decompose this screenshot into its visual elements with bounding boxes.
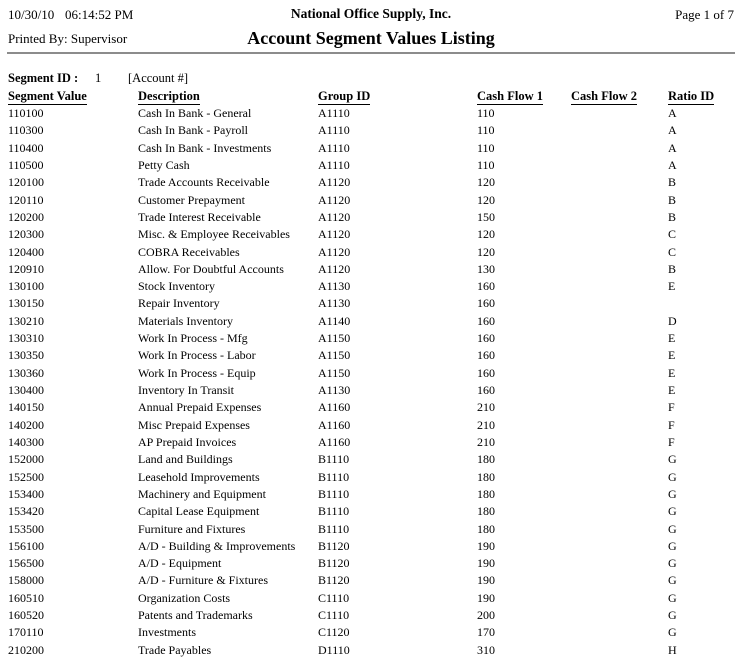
- cell-segment-value: 152500: [8, 469, 44, 484]
- cell-ratio-id: A: [668, 140, 677, 155]
- cell-segment-value: 210200: [8, 642, 44, 657]
- cell-group-id: C1120: [318, 625, 350, 640]
- cell-cash-flow-2: [571, 278, 668, 295]
- cell-cash-flow-2: [571, 295, 668, 312]
- cell-ratio-id: B: [668, 209, 677, 224]
- cell-description: Capital Lease Equipment: [138, 504, 260, 519]
- company-name: National Office Supply, Inc.: [290, 6, 452, 21]
- table-row: [8, 607, 738, 624]
- cell-description: Customer Prepayment: [138, 192, 245, 207]
- cell-description: A/D - Equipment: [138, 556, 222, 571]
- table-row: [8, 174, 738, 191]
- cell-description: Repair Inventory: [138, 296, 220, 311]
- cell-group-id: A1160: [318, 417, 351, 432]
- cell-cash-flow-1: 110: [477, 140, 495, 155]
- cell-description: Materials Inventory: [138, 313, 233, 328]
- cell-segment-value: 120200: [8, 209, 44, 224]
- cell-ratio-id: G: [668, 590, 677, 605]
- cell-description: Cash In Bank - General: [138, 106, 252, 120]
- cell-ratio-id: E: [668, 279, 676, 294]
- cell-cash-flow-2: [571, 105, 668, 122]
- cell-description: Furniture and Fixtures: [138, 521, 246, 536]
- segment-id-line: [8, 71, 189, 86]
- cell-cash-flow-2: [571, 382, 668, 399]
- cell-group-id: C1110: [318, 590, 350, 605]
- table-row: [8, 642, 738, 658]
- cell-description: A/D - Furniture & Fixtures: [138, 573, 268, 588]
- cell-group-id: B1110: [318, 521, 350, 536]
- printed-by: Printed By: Supervisor: [8, 31, 128, 46]
- table-row: [8, 209, 738, 226]
- cell-cash-flow-1: 120: [477, 227, 495, 242]
- cell-segment-value: 130100: [8, 279, 44, 294]
- cell-cash-flow-2: [571, 486, 668, 503]
- cell-ratio-id: G: [668, 469, 677, 484]
- table-row: [8, 469, 738, 486]
- cell-description: Cash In Bank - Payroll: [138, 123, 248, 138]
- cell-cash-flow-2: [571, 538, 668, 555]
- cell-cash-flow-1: 110: [477, 106, 495, 120]
- cell-description: AP Prepaid Invoices: [138, 434, 237, 449]
- cell-segment-value: 156500: [8, 556, 44, 571]
- cell-cash-flow-1: 110: [477, 157, 495, 172]
- cell-group-id: A1110: [318, 106, 350, 120]
- cell-cash-flow-2: [571, 521, 668, 538]
- table-row: [8, 157, 738, 174]
- cell-segment-value: 153420: [8, 504, 44, 519]
- cell-segment-value: 130350: [8, 348, 44, 363]
- cell-segment-value: 130150: [8, 296, 44, 311]
- cell-segment-value: 130360: [8, 365, 44, 380]
- cell-group-id: A1120: [318, 209, 351, 224]
- cell-cash-flow-1: 160: [477, 279, 495, 294]
- report-date: 10/30/10: [8, 7, 55, 22]
- cell-cash-flow-2: [571, 555, 668, 572]
- cell-cash-flow-2: [571, 624, 668, 641]
- cell-cash-flow-1: 110: [477, 123, 495, 138]
- table-row: [8, 434, 738, 451]
- table-row: [8, 590, 738, 607]
- cell-cash-flow-1: 120: [477, 244, 495, 259]
- cell-description: Land and Buildings: [138, 452, 233, 467]
- cell-cash-flow-2: [571, 140, 668, 157]
- cell-ratio-id: A: [668, 123, 677, 138]
- table-row: [8, 278, 738, 295]
- segment-id-value: 1: [95, 71, 102, 85]
- cell-description: Machinery and Equipment: [138, 486, 266, 501]
- cell-group-id: B1120: [318, 556, 350, 571]
- column-header-segment-value: [8, 89, 138, 105]
- cell-group-id: A1120: [318, 192, 351, 207]
- cell-ratio-id: C: [668, 244, 677, 259]
- cell-group-id: B1110: [318, 504, 350, 519]
- cell-cash-flow-1: 180: [477, 521, 495, 536]
- cell-group-id: B1110: [318, 469, 350, 484]
- cell-cash-flow-1: 190: [477, 573, 495, 588]
- cell-group-id: A1150: [318, 365, 351, 380]
- table-row: [8, 399, 738, 416]
- report-time: 06:14:52 PM: [65, 7, 134, 22]
- cell-cash-flow-2: [571, 365, 668, 382]
- cell-description: Trade Interest Receivable: [138, 209, 261, 224]
- column-header-label: Description: [138, 89, 200, 103]
- table-row: [8, 244, 738, 261]
- column-header-label: Cash Flow 1: [477, 89, 543, 103]
- cell-ratio-id: E: [668, 331, 676, 346]
- table-row: [8, 140, 738, 157]
- table-row: [8, 521, 738, 538]
- cell-cash-flow-2: [571, 399, 668, 416]
- cell-cash-flow-2: [571, 347, 668, 364]
- cell-ratio-id: A: [668, 106, 677, 120]
- cell-cash-flow-2: [571, 590, 668, 607]
- cell-group-id: A1110: [318, 140, 350, 155]
- cell-cash-flow-2: [571, 261, 668, 278]
- cell-segment-value: 160510: [8, 590, 44, 605]
- table-row: [8, 572, 738, 589]
- cell-description: Allow. For Doubtful Accounts: [138, 261, 284, 276]
- cell-group-id: B1120: [318, 573, 350, 588]
- cell-description: Stock Inventory: [138, 279, 215, 294]
- cell-group-id: D1110: [318, 642, 350, 657]
- cell-cash-flow-1: 190: [477, 538, 495, 553]
- cell-description: A/D - Building & Improvements: [138, 538, 296, 553]
- cell-cash-flow-2: [571, 469, 668, 486]
- cell-segment-value: 120100: [8, 175, 44, 190]
- cell-group-id: A1160: [318, 400, 351, 415]
- cell-ratio-id: H: [668, 642, 677, 657]
- column-header-group-id: [318, 89, 477, 105]
- table-row: [8, 330, 738, 347]
- cell-ratio-id: G: [668, 573, 677, 588]
- table-row: [8, 295, 738, 312]
- cell-ratio-id: E: [668, 383, 676, 397]
- table-header-row: [8, 89, 738, 105]
- cell-segment-value: 120300: [8, 227, 44, 242]
- cell-ratio-id: F: [668, 400, 675, 415]
- cell-segment-value: 120110: [8, 192, 44, 207]
- cell-group-id: A1140: [318, 313, 351, 328]
- cell-segment-value: 130400: [8, 383, 44, 397]
- cell-cash-flow-1: 160: [477, 383, 495, 397]
- cell-ratio-id: E: [668, 348, 676, 363]
- cell-group-id: C1110: [318, 608, 350, 623]
- cell-cash-flow-1: 180: [477, 504, 495, 519]
- cell-group-id: A1150: [318, 348, 351, 363]
- cell-segment-value: 140150: [8, 400, 44, 415]
- cell-cash-flow-2: [571, 313, 668, 330]
- cell-description: Patents and Trademarks: [138, 608, 253, 623]
- cell-ratio-id: D: [668, 313, 677, 328]
- cell-cash-flow-1: 310: [477, 642, 495, 657]
- cell-cash-flow-2: [571, 572, 668, 589]
- column-header-description: [138, 89, 318, 105]
- column-header-label: Cash Flow 2: [571, 89, 637, 103]
- cell-cash-flow-1: 150: [477, 209, 495, 224]
- cell-cash-flow-2: [571, 226, 668, 243]
- cell-description: Misc Prepaid Expenses: [138, 417, 250, 432]
- cell-ratio-id: G: [668, 608, 677, 623]
- table-row: [8, 486, 738, 503]
- cell-segment-value: 110500: [8, 157, 44, 172]
- header-divider: [7, 52, 735, 54]
- cell-group-id: B1110: [318, 486, 350, 501]
- cell-cash-flow-1: 120: [477, 175, 495, 190]
- cell-cash-flow-1: 180: [477, 486, 495, 501]
- cell-segment-value: 120400: [8, 244, 44, 259]
- cell-ratio-id: G: [668, 521, 677, 536]
- cell-cash-flow-2: [571, 417, 668, 434]
- cell-ratio-id: G: [668, 504, 677, 519]
- cell-group-id: A1130: [318, 279, 351, 294]
- cell-cash-flow-1: 160: [477, 348, 495, 363]
- cell-cash-flow-2: [571, 122, 668, 139]
- table-row: [8, 624, 738, 641]
- column-header-cash-flow-1: [477, 89, 571, 105]
- cell-group-id: A1150: [318, 331, 351, 346]
- cell-cash-flow-2: [571, 157, 668, 174]
- cell-ratio-id: C: [668, 227, 677, 242]
- cell-group-id: A1120: [318, 175, 351, 190]
- cell-group-id: A1120: [318, 261, 351, 276]
- cell-group-id: A1130: [318, 296, 351, 311]
- cell-description: Work In Process - Mfg: [138, 331, 248, 346]
- table-row: [8, 503, 738, 520]
- cell-description: Investments: [138, 625, 196, 640]
- cell-group-id: B1120: [318, 538, 350, 553]
- cell-segment-value: 156100: [8, 538, 44, 553]
- cell-segment-value: 153500: [8, 521, 44, 536]
- cell-cash-flow-1: 190: [477, 556, 495, 571]
- cell-segment-value: 110100: [8, 106, 44, 120]
- table-row: [8, 365, 738, 382]
- cell-description: Inventory In Transit: [138, 383, 234, 397]
- column-header-label: Segment Value: [8, 89, 87, 103]
- cell-ratio-id: E: [668, 365, 676, 380]
- cell-segment-value: 130210: [8, 313, 44, 328]
- cell-cash-flow-1: 160: [477, 331, 495, 346]
- column-header-ratio-id: [668, 89, 734, 105]
- table-row: [8, 226, 738, 243]
- cell-segment-value: 140300: [8, 434, 44, 449]
- table-row: [8, 417, 738, 434]
- cell-ratio-id: G: [668, 486, 677, 501]
- table-row: [8, 122, 738, 139]
- cell-cash-flow-2: [571, 209, 668, 226]
- cell-segment-value: 153400: [8, 486, 44, 501]
- cell-segment-value: 158000: [8, 573, 44, 588]
- report-title: Account Segment Values Listing: [247, 28, 495, 48]
- cell-cash-flow-1: 120: [477, 192, 495, 207]
- cell-cash-flow-1: 210: [477, 400, 495, 415]
- cell-group-id: A1120: [318, 227, 351, 242]
- cell-segment-value: 110300: [8, 123, 44, 138]
- cell-description: Work In Process - Labor: [138, 348, 256, 363]
- cell-description: Work In Process - Equip: [138, 365, 256, 380]
- cell-segment-value: 110400: [8, 140, 44, 155]
- cell-segment-value: 152000: [8, 452, 44, 467]
- column-header-cash-flow-2: [571, 89, 668, 105]
- table-row: [8, 555, 738, 572]
- column-header-label: Ratio ID: [668, 89, 715, 103]
- cell-cash-flow-2: [571, 451, 668, 468]
- table-row: [8, 105, 738, 122]
- cell-cash-flow-1: 210: [477, 434, 495, 449]
- cell-ratio-id: B: [668, 192, 677, 207]
- cell-cash-flow-2: [571, 434, 668, 451]
- cell-ratio-id: G: [668, 452, 677, 467]
- cell-cash-flow-1: 180: [477, 452, 495, 467]
- table-row: [8, 192, 738, 209]
- cell-cash-flow-1: 160: [477, 365, 495, 380]
- cell-cash-flow-2: [571, 503, 668, 520]
- table-row: [8, 313, 738, 330]
- cell-group-id: B1110: [318, 452, 350, 467]
- cell-segment-value: 170110: [8, 625, 44, 640]
- table-row: [8, 451, 738, 468]
- cell-cash-flow-2: [571, 192, 668, 209]
- cell-cash-flow-2: [571, 330, 668, 347]
- cell-description: Trade Accounts Receivable: [138, 175, 270, 190]
- cell-cash-flow-1: 200: [477, 608, 495, 623]
- cell-cash-flow-1: 190: [477, 590, 495, 605]
- cell-segment-value: 140200: [8, 417, 44, 432]
- cell-ratio-id: F: [668, 417, 675, 432]
- cell-description: Annual Prepaid Expenses: [138, 400, 262, 415]
- cell-description: Cash In Bank - Investments: [138, 140, 272, 155]
- cell-cash-flow-1: 160: [477, 296, 495, 311]
- cell-cash-flow-2: [571, 607, 668, 624]
- cell-segment-value: 160520: [8, 608, 44, 623]
- cell-description: Organization Costs: [138, 590, 231, 605]
- cell-description: Misc. & Employee Receivables: [138, 227, 290, 242]
- cell-cash-flow-2: [571, 174, 668, 191]
- segment-id-name: [Account #]: [128, 71, 189, 85]
- cell-cash-flow-2: [571, 642, 668, 658]
- cell-group-id: A1110: [318, 157, 350, 172]
- segment-values-table: [8, 89, 738, 658]
- table-row: [8, 347, 738, 364]
- cell-description: Leasehold Improvements: [138, 469, 260, 484]
- table-row: [8, 261, 738, 278]
- cell-ratio-id: F: [668, 434, 675, 449]
- cell-segment-value: 130310: [8, 331, 44, 346]
- cell-cash-flow-1: 170: [477, 625, 495, 640]
- cell-description: Petty Cash: [138, 157, 190, 172]
- table-body: [8, 105, 738, 658]
- cell-segment-value: 120910: [8, 261, 44, 276]
- cell-ratio-id: G: [668, 625, 677, 640]
- cell-ratio-id: [668, 295, 734, 312]
- segment-id-label: Segment ID :: [8, 71, 79, 85]
- cell-ratio-id: G: [668, 538, 677, 553]
- cell-ratio-id: G: [668, 556, 677, 571]
- cell-description: Trade Payables: [138, 642, 212, 657]
- column-header-label: Group ID: [318, 89, 371, 103]
- cell-cash-flow-1: 210: [477, 417, 495, 432]
- cell-ratio-id: A: [668, 157, 677, 172]
- cell-cash-flow-1: 130: [477, 261, 495, 276]
- cell-ratio-id: B: [668, 261, 677, 276]
- cell-cash-flow-2: [571, 244, 668, 261]
- cell-group-id: A1160: [318, 434, 351, 449]
- cell-cash-flow-1: 160: [477, 313, 495, 328]
- table-row: [8, 382, 738, 399]
- table-row: [8, 538, 738, 555]
- page-indicator: Page 1 of 7: [675, 7, 734, 22]
- cell-group-id: A1130: [318, 383, 351, 397]
- cell-group-id: A1110: [318, 123, 350, 138]
- cell-cash-flow-1: 180: [477, 469, 495, 484]
- cell-ratio-id: B: [668, 175, 677, 190]
- cell-group-id: A1120: [318, 244, 351, 259]
- cell-description: COBRA Receivables: [138, 244, 240, 259]
